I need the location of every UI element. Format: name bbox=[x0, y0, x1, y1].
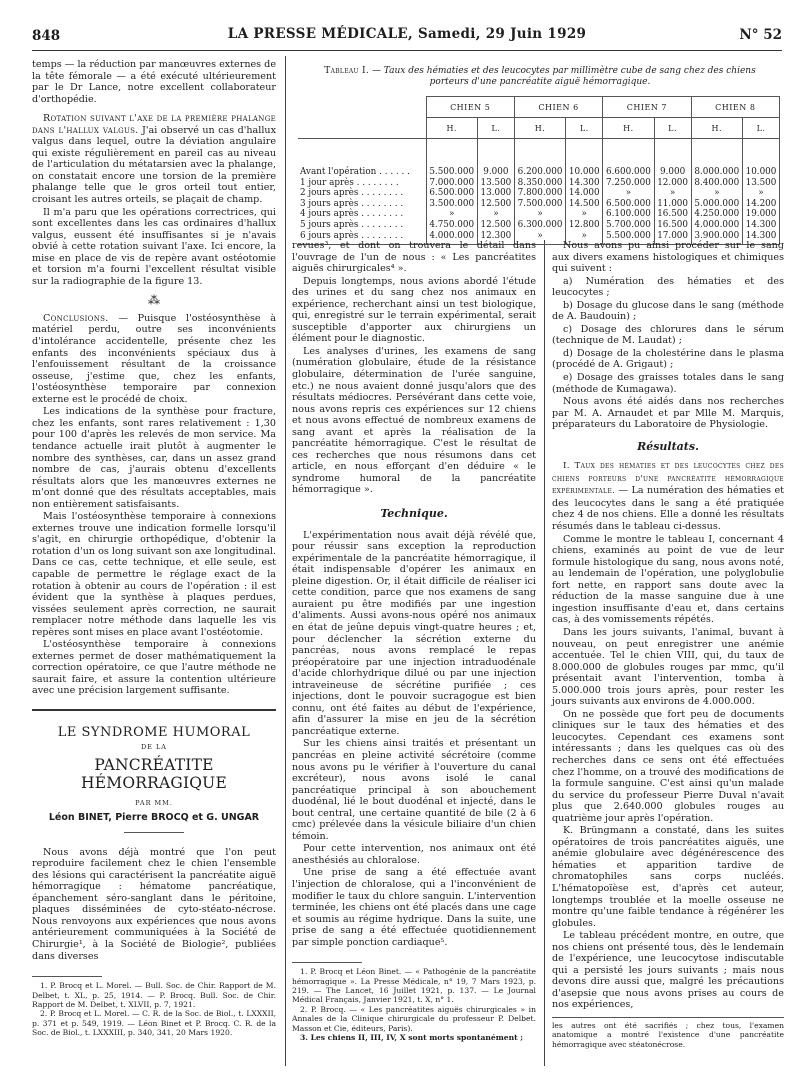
paragraph: Dans les jours suivants, l'animal, buvant à nouveau, on peut enregistrer une anémie accentuée. Tel le chien VIII, qui, du taux de 8.000.000 de globules rouges par mmc, qu'il présentait avant l'intervention, tomba à 5.000.000 trois jours après, pour rester les jours suivants aux environs de 4.000.000. bbox=[552, 626, 784, 708]
paragraph: L'ostéosynthèse temporaire à connexions externes permet de doser mathématiquement la correction opératoire, ce que l'autre méthode ne saurait faire, et assure la contention ultérieure avec une précision largement suffisante. bbox=[32, 639, 276, 697]
paragraph: Mais l'ostéosynthèse temporaire à connexions externes trouve une indication formelle lorsqu'il s'agit, en chirurgie orthopédique, d'obtenir la rotation d'un os long suivant son axe longitudinal. Dans ce cas, cette technique, et elle seule, est capable de permettre le réglage exact de la rotation à obtenir au cours de l'opération : il est évident que la synthèse à plaques perdues, vissées seulement après correction, ne saurait remplacer notre méthode dans laquelle les vis repères sont mises en place avant l'ostéotomie. bbox=[32, 511, 276, 638]
footnote-rule bbox=[552, 1017, 784, 1018]
footnote: 1. P. Brocq et L. Morel. — Bull. Soc. de Chir. Rapport de M. Delbet, t. XL, p. 25, 1914. — P. Brocq. Bull. Soc. de Chir. Rapport de M. Delbet, t. XLVII, p. 7, 1921. bbox=[32, 981, 276, 1009]
journal-title: LA PRESSE MÉDICALE, Samedi, 29 Juin 1929 bbox=[227, 26, 587, 42]
footnote: 3. Les chiens II, III, IV, X sont morts spontanément ; bbox=[300, 1033, 524, 1043]
table-dog-header: CHIEN 7 bbox=[603, 97, 691, 118]
table-caption bbox=[308, 66, 772, 88]
row-label: 1 jour après . . . . . . . . bbox=[300, 177, 399, 188]
paragraph: Les analyses d'urines, les examens de sang (numération globulaire, étude de la résistance globulaire, détermination de l'urée sanguine, etc.) ne nous avaient donné jusqu'alors que des résultats médiocres. Persévérant dans cette voie, nous avons repris ces expériences sur 12 chiens et nous avons effectué de nombreux examens de sang avant et après la réalisation de la pancréatite hémorragique. C'est le résultat de ces recherches que nous résumons dans cet article, en nous efforçant d'en déduire « le syndrome humoral de la pancréatite hémorragique ». bbox=[292, 345, 536, 496]
conclusions-heading: Conclusions. bbox=[43, 312, 109, 324]
footnote: les autres ont été sacrifiés ; chez tous, l'examen anatomique a montré l'existence d'une pancréatite hémorragique avec stéatonécrose. bbox=[552, 1021, 784, 1049]
paragraph: Il m'a paru que les opérations correctrices, qui sont excellentes dans les cas ordinaires d'hallux valgus, eussent été insuffisantes si je n'avais obvié à cette rotation suivant l'axe. Ici encore, la mise en place de vis de repère avant ostéotomie et torsion m'a fourni l'excellent résultat visible sur la radiographie de la figure 13. bbox=[32, 206, 276, 287]
row-label: 2 jours après . . . . . . . . bbox=[300, 188, 404, 199]
paragraph: K. Brüngmann a constaté, dans les suites opératoires de trois pancréatites aiguës, une anémie globulaire avec dégénérescence des hématies et apparition tardive de chromatophiles sans corps nucléés. L'hématopoïèse est, d'après cet auteur, longtemps troublée et la moelle osseuse ne montre qu'une faible tendance à régénérer les globules. bbox=[552, 825, 784, 929]
paragraph bbox=[552, 460, 784, 532]
column-divider-left bbox=[285, 56, 286, 1066]
table-row-labels bbox=[298, 139, 426, 245]
paragraph: Une prise de sang a été effectuée avant l'injection de chloralose, qui a l'inconvénient de modifier le taux du chlore sanguin. L'intervention terminée, les chiens ont été placés dans une cage et soumis au régime hydrique. Dans la suite, une prise de sang a été effectuée quotidiennement par simple ponction cardiaque⁵. bbox=[292, 867, 536, 948]
paragraph-text: — La numération des hématies et des leucocytes dans le sang a été pratiquée chez 4 de nos chiens. Elle a donné les résultats résumés dans le tableau ci-dessus. bbox=[552, 485, 784, 533]
paragraph: Depuis longtemps, nous avions abordé l'étude des urines et du sang chez nos animaux en expérience, recherchant ainsi un test biologique, qui, enregistré sur le terrain expérimental, serait susceptible d'apporter aux chirurgiens un élément pour le diagnostic. bbox=[292, 275, 536, 345]
table-corner bbox=[298, 97, 426, 139]
table-sub-header: L. bbox=[477, 118, 514, 139]
author-rule bbox=[124, 832, 184, 833]
paragraph: Sur les chiens ainsi traités et présentant un pancréas en pleine activité sécrétoire (comme nous avons pu le vérifier à l'ouverture du canal excréteur), nous avons isolé le canal pancréatique principal à son abouchement duodénal, lié le bout duodénal et injecté, dans le bout central, une certaine quantité de bile (2 à 6 cmc) prélevée dans la vésicule biliaire d'un chien témoin. bbox=[292, 738, 536, 842]
list-item: d) Dosage de la cholestérine dans le plasma (procédé de A. Grigaut) ; bbox=[552, 347, 784, 371]
row-label: Avant l'opération . . . . . . bbox=[300, 167, 410, 177]
table-value-column: 10.000 14.300 14.000 14.500 » 12.800 » bbox=[566, 139, 603, 245]
footnote: 2. P. Brocq. — « Les pancréatites aiguës chirurgicales » in Annales de la Clinique chirurgicale du professeur P. Delbet. Masson et Cie, éditeurs, Paris). bbox=[292, 1004, 536, 1033]
table-value-column: 9.000 12.000 » 11.000 16.500 16.500 17.000 bbox=[654, 139, 691, 245]
article-rule bbox=[32, 709, 276, 711]
table-sub-header: L. bbox=[566, 118, 603, 139]
paragraph: revues³, et dont on trouvera le détail dans l'ouvrage de l'un de nous : « Les pancréatites aiguës chirurgicales⁴ ». bbox=[292, 240, 536, 275]
running-head bbox=[32, 26, 782, 46]
paragraph bbox=[32, 113, 276, 205]
section-heading-technique: Technique. bbox=[380, 507, 448, 521]
column-1 bbox=[32, 59, 276, 1038]
paragraph: Nous avons déjà montré que l'on peut reproduire facilement chez le chien l'ensemble des lésions qui caractérisent la pancréatite aiguë hémorragique : hématome pancréatique, épanchement séro-sanglant dans le péritoine, plaques disséminées de cyto-stéato-nécrose. Nous renvoyons aux expériences que nous avons antérieurement communiquées à la Société de Chirurgie¹, à la Société de Biologie², publiées dans diverses bbox=[32, 846, 276, 962]
article-title-de-la: DE LA bbox=[140, 742, 168, 751]
paragraph: Comme le montre le tableau I, concernant 4 chiens, examinés au point de vue de leur formule histologique du sang, nous avons noté, au lendemain de l'opération, une polyglobulie fort nette, en rapport sans doute avec la réduction de la masse sanguine due à une ingestion insuffisante d'eau et, dans certains cas, à des vomissements répétés. bbox=[552, 533, 784, 626]
footnote: 2. P. Brocq et L. Morel. — C. R. de la Soc. de Biol., t. LXXXII, p. 371 et p. 549, 1919. — Léon Binet et P. Brocq. C. R. de la Soc. de Biol., t. LXXXIII, p. 340, 341, 20 Mars 1920. bbox=[32, 1009, 276, 1038]
paragraph-text: — Puisque l'ostéosynthèse à matériel perdu, outre ses inconvénients d'intolérance accidentelle, présente chez les enfants des inconvénients spéciaux dus à l'enfouissement résultant de la croissance osseuse, j'estime que, chez les enfants, l'ostéosynthèse temporaire par connexion externe est le procédé de choix. bbox=[32, 312, 276, 405]
issue-number: N° 52 bbox=[739, 27, 782, 43]
subsection-heading: I. Taux des hématies et des leucocytes chez des chiens porteurs d'une pancréatite hémorragique expérimentale. bbox=[552, 461, 784, 497]
list-item: b) Dosage du glucose dans le sang (méthode de A. Baudouin) ; bbox=[552, 299, 784, 323]
paragraph: Nous avons été aidés dans nos recherches par M. A. Arnaudet et par Mlle M. Marquis, préparateurs du Laboratoire de Physiologie. bbox=[552, 396, 784, 431]
paragraph bbox=[32, 313, 276, 405]
par-mm: PAR MM. bbox=[135, 798, 173, 807]
row-label: 5 jours après . . . . . . . . bbox=[300, 219, 404, 230]
table-1 bbox=[298, 96, 780, 245]
table-value-column: 8.000.000 8.400.000 » 5.000.000 4.250.000 4.000.000 3.900.000 bbox=[691, 139, 742, 245]
footnotes bbox=[292, 967, 536, 1042]
table-value-column: 6.200.000 8.350.000 7.800.000 7.500.000 » 6.300.000 » bbox=[514, 139, 565, 245]
table-sub-header: H. bbox=[691, 118, 742, 139]
article-authors: Léon BINET, Pierre BROCQ et G. UNGAR bbox=[48, 812, 260, 824]
page-number: 848 bbox=[32, 28, 61, 44]
table-dog-header: CHIEN 8 bbox=[691, 97, 779, 118]
subsection-heading: Rotation suivant l'axe de la première phalange dans l'hallux valgus. bbox=[32, 113, 276, 136]
article-title-line-1: LE SYNDROME HUMORAL bbox=[57, 724, 251, 740]
table-caption-text: — Taux des hématies et des leucocytes par millimètre cube de sang chez des chiens porteurs d'une pancréatite aiguë hémorragique. bbox=[371, 66, 756, 87]
footnotes bbox=[552, 1021, 784, 1049]
footnote-rule bbox=[32, 976, 102, 977]
table-value-column: 9.000 13.500 13.000 12.500 » 12.500 12.300 bbox=[477, 139, 514, 245]
column-divider-right bbox=[544, 240, 545, 1066]
row-label: 3 jours après . . . . . . . . bbox=[300, 198, 404, 209]
paragraph: Pour cette intervention, nos animaux ont été anesthésiés au chloralose. bbox=[292, 843, 536, 866]
table-value-column: 5.500.000 7.000.000 6.500.000 3.500.000 » 4.750.000 4.000.000 bbox=[426, 139, 477, 245]
table-dog-header: CHIEN 6 bbox=[514, 97, 602, 118]
paragraph-text: J'ai observé un cas d'hallux valgus dans lequel, outre la déviation angulaire qui existe régulièrement en pareil cas au niveau de l'articulation du métatarsien avec la phalange, on constatait encore une torsion de la première phalange telle que le gros orteil tout entier, croisant les autres orteils, se plaçait de champ. bbox=[32, 124, 276, 206]
section-heading-resultats: Résultats. bbox=[637, 439, 699, 453]
footnotes bbox=[32, 981, 276, 1037]
table-dog-header: CHIEN 5 bbox=[426, 97, 514, 118]
footnote: 1. P. Brocq et Léon Binet. — « Pathogénie de la pancréatite hémorragique ». La Presse Médicale, n° 19, 7 Mars 1923, p. 219. — The Lancet, 16 Juillet 1921, p. 137. — Le Journal Médical Français, Janvier 1921, t. X, n° 1. bbox=[292, 967, 536, 1005]
asterism: ⁂ bbox=[148, 293, 160, 308]
row-label: 6 jours après . . . . . . . . bbox=[300, 230, 404, 241]
column-2 bbox=[292, 240, 536, 1043]
table-value-column: 10.000 13.500 » 14.200 19.000 14.300 14.300 bbox=[742, 139, 779, 245]
table-sub-header: H. bbox=[603, 118, 654, 139]
paragraph: temps — la réduction par manœuvres externes de la tête fémorale — a été exécuté ultérieurement par le Dr Lance, notre excellent collaborateur d'orthopédie. bbox=[32, 59, 276, 105]
paragraph: On ne possède que fort peu de documents cliniques sur le taux des hématies et des leucocytes. Cependant ces examens sont intéressants ; dans les quelques cas où des recherches dans ce sens ont été effectuées chez l'homme, on a trouvé des modifications de la formule sanguine. C'est ainsi qu'un malade du service du professeur Pierre Duval n'avait plus que 2.640.000 globules rouges au quatrième jour après l'opération. bbox=[552, 708, 784, 824]
row-label: 4 jours après . . . . . . . . bbox=[300, 209, 404, 220]
footnote-rule bbox=[292, 962, 362, 963]
article-title-line-2: PANCRÉATITE HÉMORRAGIQUE bbox=[81, 755, 227, 792]
paragraph: Nous avons pu ainsi procéder sur le sang aux divers examens histologiques et chimiques qui suivent : bbox=[552, 240, 784, 275]
paragraph: Le tableau précédent montre, en outre, que nos chiens ont présenté tous, dès le lendemain de l'expérience, une leucocytose indiscutable qui a persisté les jours suivants ; mais nous devons dire aussi que, malgré les précautions d'asepsie que nous avons prises au cours de nos expériences, bbox=[552, 930, 784, 1011]
paragraph: L'expérimentation nous avait déjà révélé que, pour réussir sans exception la reproduction expérimentale de la pancréatite hémorragique, il était indispensable d'opérer les animaux en pleine digestion. Or, il était difficile de réaliser ici cette condition, parce que nos examens de sang auraient pu être modifiés par une ingestion d'aliments. Aussi avons-nous opéré nos animaux en état de jeûne depuis vingt-quatre heures ; et, pour déclencher la sécrétion externe du pancréas, nous avons remplacé le repas préopératoire par une injection intraduodénale d'acide chlorhydrique dilué ou par une injection intraveineuse de sécrétine purifiée ; ces injections, dont le pouvoir sucragogue est bien connu, ont été faites au début de l'expérience, afin d'assurer la mise en jeu de la sécrétion pancréatique externe. bbox=[292, 529, 536, 737]
table-label: Tableau I. bbox=[324, 66, 370, 76]
list-item: e) Dosage des graisses totales dans le sang (méthode de Kumagawa). bbox=[552, 372, 784, 395]
table-sub-header: L. bbox=[742, 118, 779, 139]
paragraph: Les indications de la synthèse pour fracture, chez les enfants, sont rares relativement : 1,30 pour 100 d'après les relevés de mon service. Ma tendance actuelle irait plutôt à augmenter le nombre des synthèses, car, dans un assez grand nombre de cas, j'aurais obtenu d'excellents résultats alors que les manœuvres externes ne m'ont donné que des résultats acceptables, mais non entièrement satisfaisants. bbox=[32, 406, 276, 510]
header-rule bbox=[32, 50, 782, 51]
table-sub-header: L. bbox=[654, 118, 691, 139]
table-value-column: 6.600.000 7.250.000 » 6.500.000 6.100.000 5.700.000 5.500.000 bbox=[603, 139, 654, 245]
list-item: a) Numération des hématies et des leucocytes ; bbox=[552, 275, 784, 299]
column-3 bbox=[552, 240, 784, 1049]
table-sub-header: H. bbox=[514, 118, 565, 139]
table-sub-header: H. bbox=[426, 118, 477, 139]
list-item: c) Dosage des chlorures dans le sérum (technique de M. Laudat) ; bbox=[552, 323, 784, 347]
